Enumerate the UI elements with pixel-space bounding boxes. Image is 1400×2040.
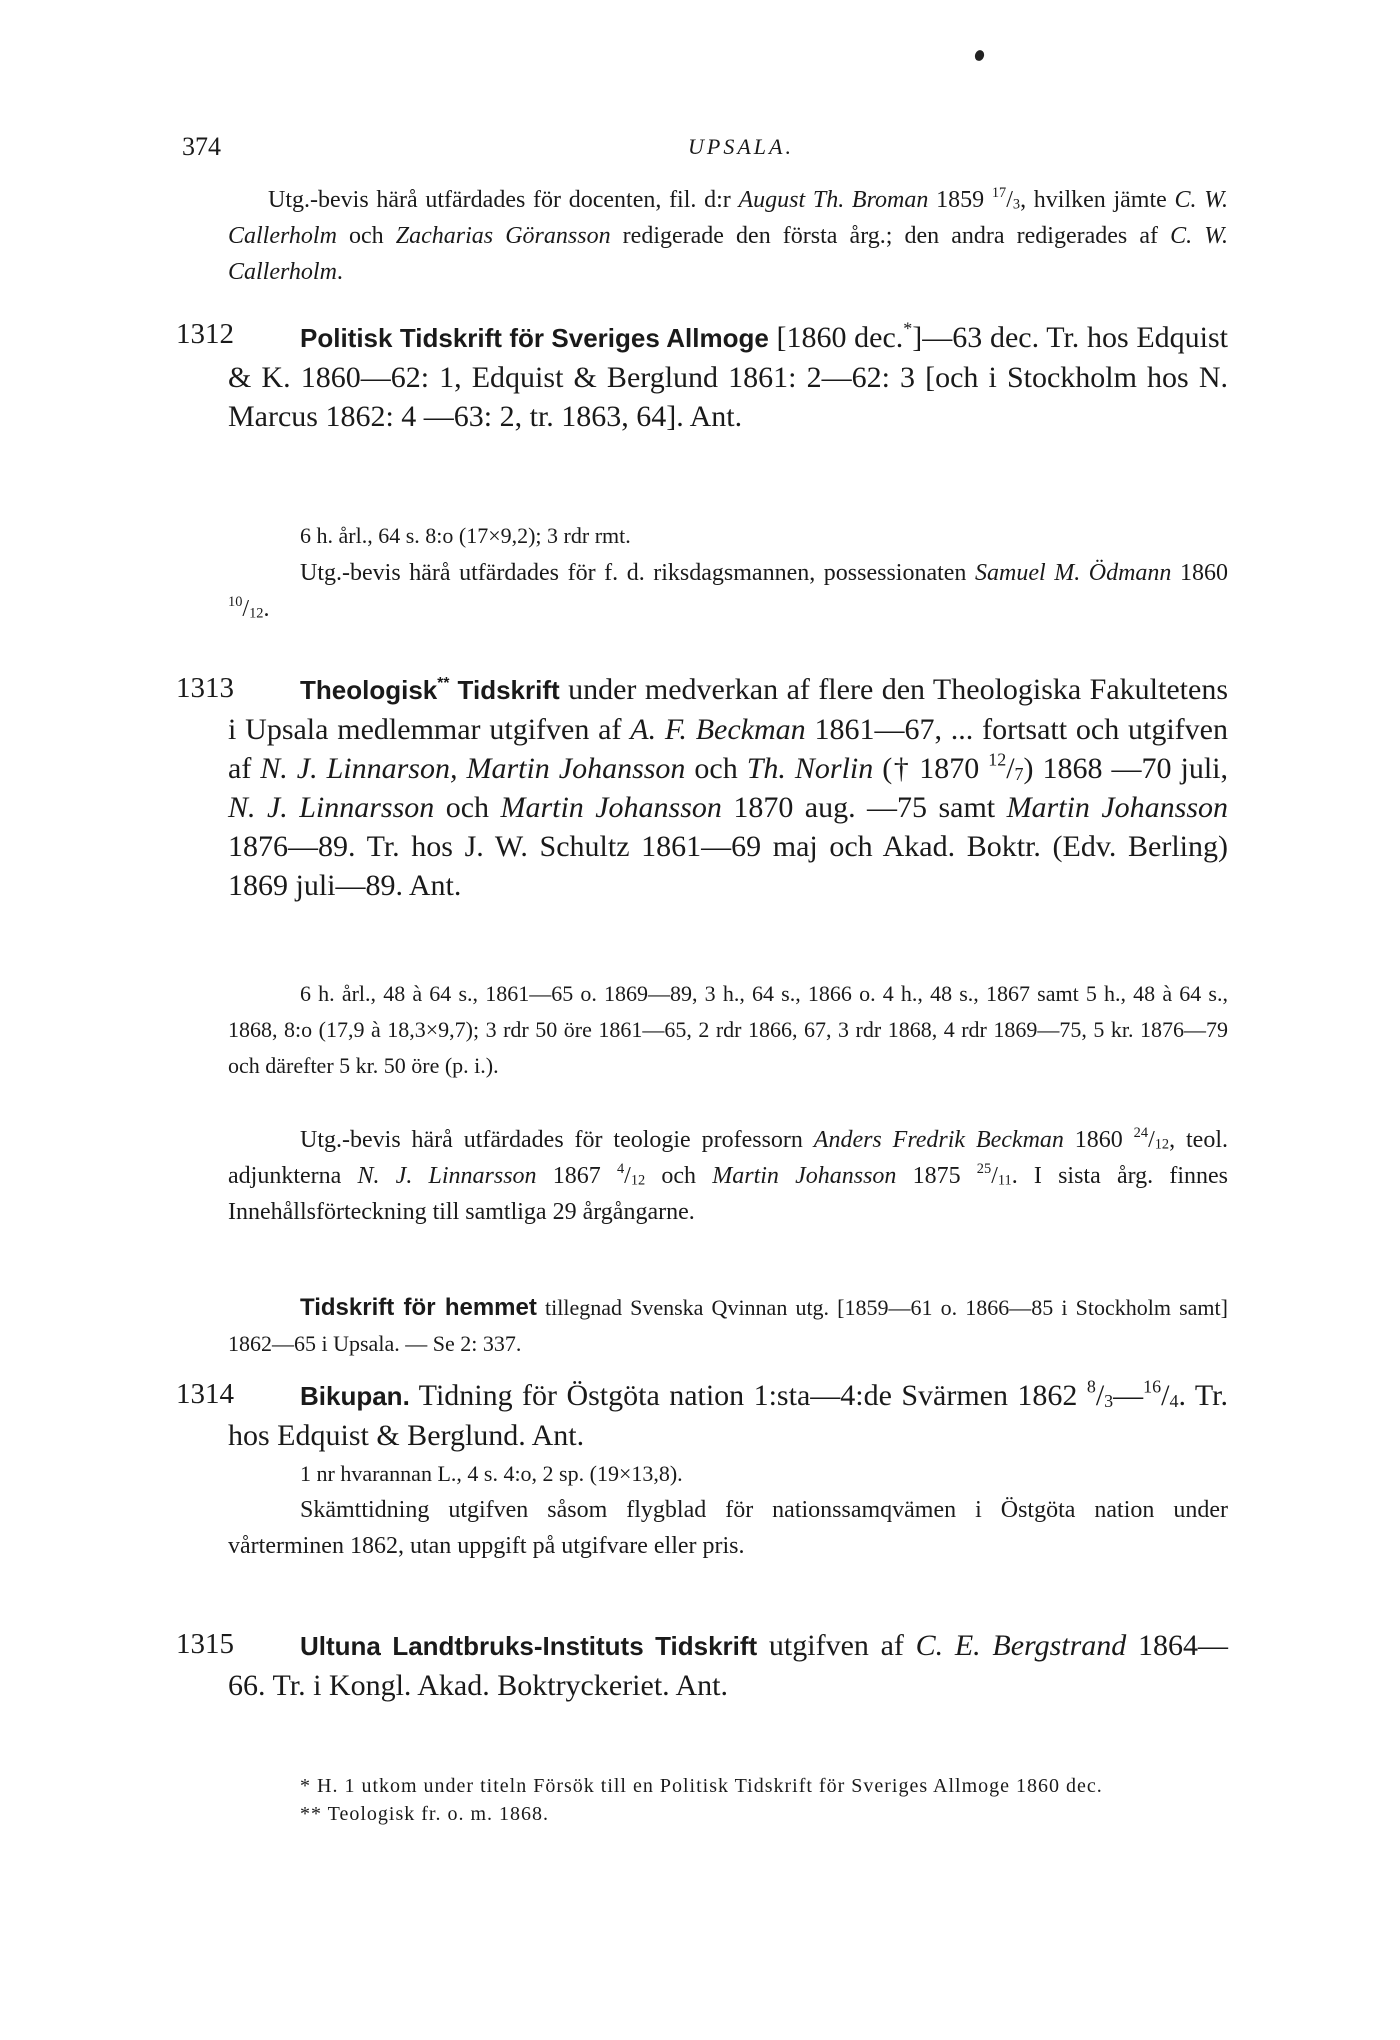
entry-details: 1 nr hvarannan L., 4 s. 4:o, 2 sp. (19×13,8). <box>300 1461 683 1486</box>
entry-main-text: Tidning för Östgöta nation 1:sta—4:de Svärmen 1862 $^8/_3—^{16}/_4$. Tr. hos Edquist & Berglund. Ant. <box>228 1376 1228 1452</box>
entry-note-text: Utg.-bevis härå utfärdades för teologie professorn Anders Fredrik Beckman 1860 $^{24}/_{12}$, teol. adjunkterna N. J. Linnarsson 1867 $^4/_{12}$ och Martin Johansson 1875 $^{25}/_{11}$. I sista årg. finnes Innehållsförteckning till samtliga 29 årgångarne. <box>228 1124 1228 1225</box>
entry-main <box>228 1376 1228 1455</box>
entry-1313 <box>228 670 1228 905</box>
entry-details <box>228 976 1228 1084</box>
entry-number: 1314 <box>176 1378 234 1410</box>
entry-title: Ultuna Landtbruks-Instituts Tidskrift <box>300 1631 758 1661</box>
entry-main <box>228 318 1228 436</box>
entry-note: Skämttidning utgifven såsom flygblad för nationssamqvämen i Östgöta nation under vårterminen 1862, utan uppgift på utgifvare eller pris. <box>228 1497 1228 1559</box>
page-number: 374 <box>182 132 221 161</box>
entry-note <box>228 1122 1228 1230</box>
entry-main <box>228 670 1228 905</box>
entry-1315 <box>228 1626 1228 1705</box>
entry-1314 <box>228 1376 1228 1455</box>
entry-1312 <box>228 318 1228 436</box>
entry-main <box>228 1626 1228 1705</box>
entry-main-text: utgifven af C. E. Bergstrand 1864—66. Tr. i Kongl. Akad. Boktryckeriet. Ant. <box>228 1629 1228 1702</box>
intro-paragraph <box>228 182 1228 290</box>
entry-main-text: [1860 dec.*]—63 dec. Tr. hos Edquist & K. 1860—62: 1, Edquist & Berglund 1861: 2—62: 3 [och i Stockholm hos N. Marcus 1862: 4 —63: 2, tr. 1863, 64]. Ant. <box>228 318 1228 433</box>
footnote-2: ** Teologisk fr. o. m. 1868. <box>300 1803 550 1825</box>
entry-title: Bikupan. <box>300 1381 410 1411</box>
entry-details: 6 h. årl., 64 s. 8:o (17×9,2); 3 rdr rmt. <box>300 523 631 548</box>
entry-number: 1312 <box>176 318 234 350</box>
entry-number: 1313 <box>176 672 234 704</box>
ink-mark <box>973 49 985 62</box>
entry-details-text: 6 h. årl., 48 à 64 s., 1861—65 o. 1869—89, 3 h., 64 s., 1866 o. 4 h., 48 s., 1867 samt 5 h., 48 à 64 s., 1868, 8:o (17,9 à 18,3×9,7); 3 rdr 50 öre 1861—65, 2 rdr 1866, 67, 3 rdr 1868, 4 rdr 1869—75, 5 kr. 1876—79 och därefter 5 kr. 50 öre (p. i.). <box>228 981 1228 1078</box>
footnote-1: * H. 1 utkom under titeln Försök till en Politisk Tidskrift för Sveriges Allmoge 1860 dec. <box>300 1775 1103 1797</box>
entry-note <box>228 555 1228 627</box>
entry-note-text: Utg.-bevis härå utfärdades för f. d. riksdagsmannen, possessionaten Samuel M. Ödmann 1860 $^{10}/_{12}$. <box>228 560 1228 622</box>
intro-text: Utg.-bevis härå utfärdades för docenten, fil. d:r August Th. Broman 1859 $^{17}/_3$, hvilken jämte C. W. Callerholm och Zacharias Göransson redigerade den första årg.; den andra redigerades af C. W. Callerholm. <box>228 184 1229 285</box>
footnotes <box>228 1772 1228 1828</box>
entry-title: Politisk Tidskrift för Sveriges Allmoge <box>300 323 769 353</box>
crossref-text: Tidskrift för hemmet tillegnad Svenska Qvinnan utg. [1859—61 o. 1866—85 i Stockholm samt] 1862—65 i Upsala. — Se 2: 337. <box>228 1294 1228 1356</box>
entry-main-text: under medverkan af flere den Theologiska Fakultetens i Upsala medlemmar utgifven af A. F. Beckman 1861—67, ... fortsatt och utgifven af N. J. Linnarson, Martin Johansson och Th. Norlin († 1870 $^{12}/_7$) 1868 —70 juli, N. J. Linnarsson och Martin Johansson 1870 aug. —75 samt Martin Johansson 1876—89. Tr. hos J. W. Schultz 1861—69 maj och Akad. Boktr. (Edv. Berling) 1869 juli—89. Ant. <box>228 673 1228 902</box>
entry-number: 1315 <box>176 1628 234 1660</box>
crossref-entry <box>228 1290 1228 1362</box>
entry-title: Theologisk** Tidskrift <box>300 675 560 705</box>
running-title: UPSALA. <box>688 134 794 159</box>
entry-title: Tidskrift för hemmet <box>300 1294 537 1321</box>
